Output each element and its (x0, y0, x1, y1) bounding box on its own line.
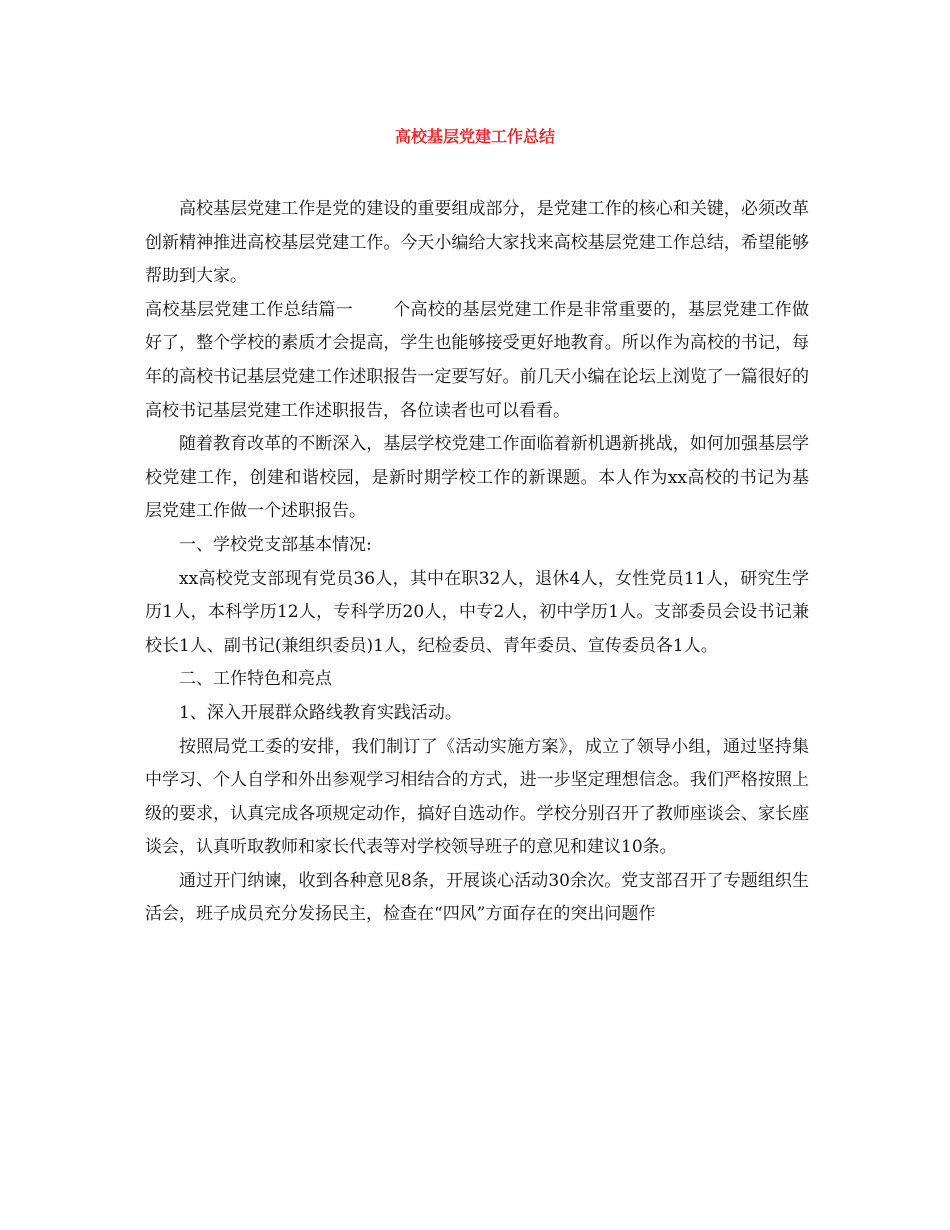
heading-basic-situation: 一、学校党支部基本情况: (179, 534, 372, 555)
heading-mass-line: 1、深入开展群众路线教育实践活动。 (179, 702, 462, 723)
plan-paragraph: 按照局党工委的安排，我们制订了《活动实施方案》，成立了领导小组，通过坚持集中学习、个人自学和外出参观学习相结合的方式，进一步坚定理想信念。我们严格按照上级的要求，认真完成各项规定动作，搞好自选动作。学校分别召开了教师座谈会、家长座谈会，认真听取教师和家长代表等对学校领导班子的意见和建议10条。 (145, 736, 809, 858)
section1-heading: 高校基层党建工作总结篇一 (145, 299, 354, 320)
document-title: 高校基层党建工作总结 (394, 127, 555, 146)
members-paragraph: xx高校党支部现有党员36人，其中在职32人，退休4人，女性党员11人，研究生学历1人，本科学历12人，专科学历20人，中专2人，初中学历1人。支部委员会设书记兼校长1人、副书记(兼组织委员)1人，纪检委员、青年委员、宣传委员各1人。 (145, 568, 809, 656)
section1-paragraph (145, 294, 809, 428)
open-door-paragraph: 通过开门纳谏，收到各种意见8条，开展谈心活动30余次。党支部召开了专题组织生活会，班子成员充分发扬民主，检查在“四风”方面存在的突出问题作 (145, 870, 809, 925)
intro-paragraph: 高校基层党建工作是党的建设的重要组成部分，是党建工作的核心和关键，必须改革创新精神推进高校基层党建工作。今天小编给大家找来高校基层党建工作总结，希望能够帮助到大家。 (145, 199, 809, 287)
section1-lead: 个高校的基层党建工作是非常重要的，基层党建工作做好了，整个学校的素质才会提高，学生也能够接受更好地教育。所以作为高校的书记，每年的高校书记基层党建工作述职报告一定要写好。前几天小编在论坛上浏览了一篇很好的高校书记基层党建工作述职报告，各位读者也可以看看。 (145, 299, 810, 421)
document-body (145, 193, 809, 932)
heading-features: 二、工作特色和亮点 (179, 669, 332, 690)
reform-paragraph: 随着教育改革的不断深入，基层学校党建工作面临着新机遇新挑战，如何加强基层学校党建工作，创建和谐校园，是新时期学校工作的新课题。本人作为xx高校的书记为基层党建工作做一个述职报告。 (145, 434, 809, 522)
